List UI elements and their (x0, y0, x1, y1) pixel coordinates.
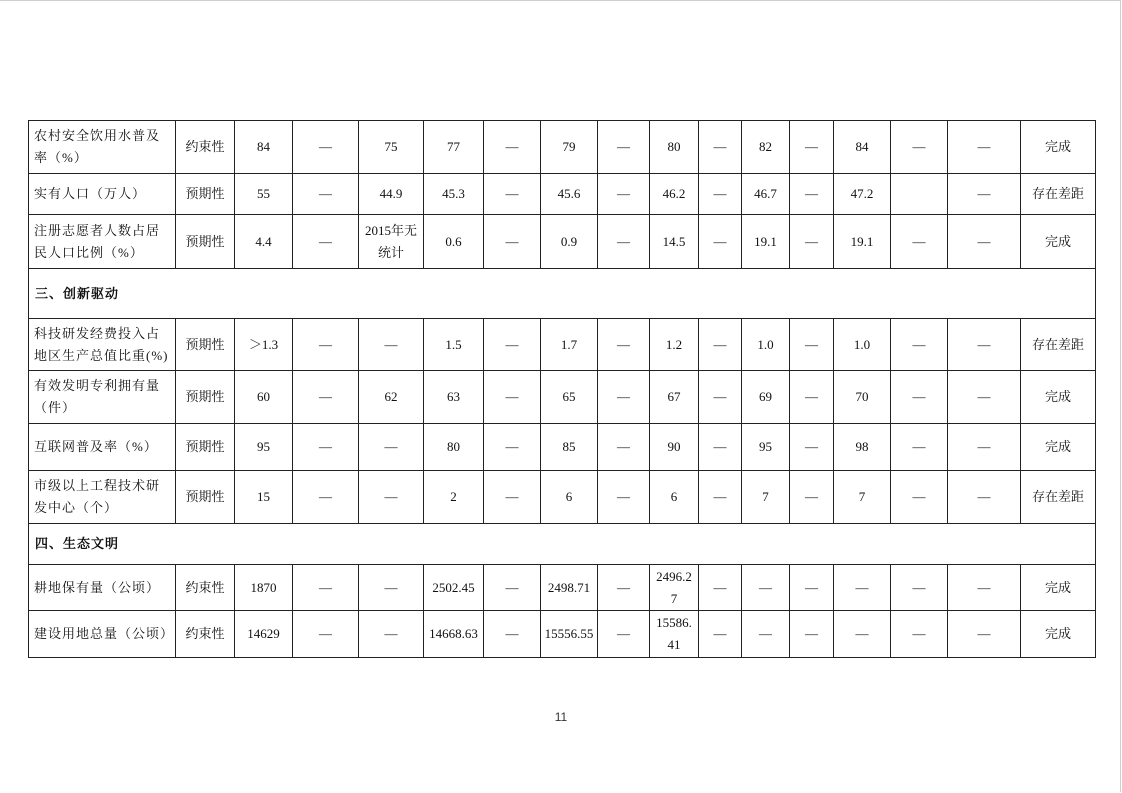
table-row (29, 424, 1096, 471)
table-cell: 1.0 (742, 319, 790, 371)
table-cell: 6 (650, 471, 699, 524)
table-cell: — (359, 424, 424, 471)
table-cell: 95 (742, 424, 790, 471)
section-heading: 三、创新驱动 (29, 269, 1096, 319)
table-cell: — (948, 565, 1021, 611)
table-cell: — (891, 471, 948, 524)
indicator-type: 约束性 (176, 611, 235, 658)
table-cell: 90 (650, 424, 699, 471)
indicator-name: 农村安全饮用水普及率（%） (29, 121, 176, 174)
table-cell: 1.2 (650, 319, 699, 371)
indicator-type: 预期性 (176, 424, 235, 471)
indicator-type: 约束性 (176, 121, 235, 174)
section-row (29, 269, 1096, 319)
completion-status: 完成 (1021, 215, 1096, 269)
table-cell: 46.7 (742, 174, 790, 215)
table-cell: — (293, 121, 359, 174)
table-cell: — (293, 371, 359, 424)
table-cell: 69 (742, 371, 790, 424)
table-cell: 67 (650, 371, 699, 424)
indicator-type: 预期性 (176, 174, 235, 215)
table-cell: 77 (424, 121, 484, 174)
table-cell: 62 (359, 371, 424, 424)
table-cell: — (293, 215, 359, 269)
table-cell: — (598, 174, 650, 215)
table-cell: — (598, 611, 650, 658)
indicator-name: 市级以上工程技术研发中心（个） (29, 471, 176, 524)
section-row (29, 524, 1096, 565)
table-row (29, 121, 1096, 174)
table-row (29, 471, 1096, 524)
table-cell: 14668.63 (424, 611, 484, 658)
table-cell: — (293, 471, 359, 524)
table-cell: — (359, 611, 424, 658)
table-cell: — (948, 371, 1021, 424)
indicator-type: 预期性 (176, 215, 235, 269)
completion-status: 存在差距 (1021, 319, 1096, 371)
table-cell: 63 (424, 371, 484, 424)
table-cell: 98 (834, 424, 891, 471)
table-cell: 15 (235, 471, 293, 524)
table-cell: — (948, 121, 1021, 174)
table-cell: 2496.27 (650, 565, 699, 611)
table-cell: — (790, 215, 834, 269)
table-cell: — (891, 424, 948, 471)
table-cell: 4.4 (235, 215, 293, 269)
completion-status: 完成 (1021, 424, 1096, 471)
indicator-name: 实有人口（万人） (29, 174, 176, 215)
table-cell: — (948, 319, 1021, 371)
table-cell: — (948, 611, 1021, 658)
table-row (29, 371, 1096, 424)
table-cell: 2498.71 (541, 565, 598, 611)
table-cell: 1.7 (541, 319, 598, 371)
indicator-name: 互联网普及率（%） (29, 424, 176, 471)
indicator-name: 注册志愿者人数占居民人口比例（%） (29, 215, 176, 269)
table-row (29, 174, 1096, 215)
table-cell: — (293, 565, 359, 611)
table-cell: 14629 (235, 611, 293, 658)
table-cell: 0.6 (424, 215, 484, 269)
table-cell: 1.0 (834, 319, 891, 371)
completion-status: 存在差距 (1021, 174, 1096, 215)
table-cell: 45.3 (424, 174, 484, 215)
table-cell: 2 (424, 471, 484, 524)
table-cell: 65 (541, 371, 598, 424)
table-cell: 19.1 (834, 215, 891, 269)
table-cell: 55 (235, 174, 293, 215)
indicator-type: 预期性 (176, 371, 235, 424)
table-cell: — (598, 121, 650, 174)
table-cell: 70 (834, 371, 891, 424)
table-cell: 95 (235, 424, 293, 471)
table-row (29, 215, 1096, 269)
table-cell: — (484, 371, 541, 424)
completion-status: 完成 (1021, 611, 1096, 658)
table-cell: — (293, 611, 359, 658)
table-cell: 45.6 (541, 174, 598, 215)
table-cell: 79 (541, 121, 598, 174)
indicator-type: 预期性 (176, 471, 235, 524)
table-cell: — (790, 174, 834, 215)
table-cell: 60 (235, 371, 293, 424)
table-cell: — (891, 215, 948, 269)
table-cell: — (699, 215, 742, 269)
table-cell: — (598, 471, 650, 524)
table-cell: — (891, 319, 948, 371)
table-cell: — (699, 319, 742, 371)
table-cell: 14.5 (650, 215, 699, 269)
completion-status: 存在差距 (1021, 471, 1096, 524)
table-row (29, 611, 1096, 658)
table-cell: — (834, 565, 891, 611)
table-cell: — (699, 611, 742, 658)
table-cell: — (948, 471, 1021, 524)
table-cell: — (598, 371, 650, 424)
table-cell: 2015年无统计 (359, 215, 424, 269)
table-cell: 75 (359, 121, 424, 174)
table-cell: — (484, 215, 541, 269)
table-cell: 7 (834, 471, 891, 524)
table-body (29, 121, 1096, 658)
table-cell: 46.2 (650, 174, 699, 215)
table-cell: — (790, 565, 834, 611)
table-cell: 2502.45 (424, 565, 484, 611)
completion-status: 完成 (1021, 565, 1096, 611)
table-cell: — (790, 611, 834, 658)
completion-status: 完成 (1021, 371, 1096, 424)
table-row (29, 319, 1096, 371)
table-cell: — (359, 471, 424, 524)
indicator-name: 科技研发经费投入占地区生产总值比重(%) (29, 319, 176, 371)
table-cell: — (293, 424, 359, 471)
table-cell: — (359, 319, 424, 371)
table-cell: 6 (541, 471, 598, 524)
table-cell: — (699, 174, 742, 215)
table-cell: 85 (541, 424, 598, 471)
table-cell: — (484, 611, 541, 658)
table-cell: 47.2 (834, 174, 891, 215)
table-cell: 7 (742, 471, 790, 524)
table-cell: — (699, 371, 742, 424)
table-cell: 15586.41 (650, 611, 699, 658)
table-cell: — (742, 565, 790, 611)
completion-status: 完成 (1021, 121, 1096, 174)
table-cell: — (948, 174, 1021, 215)
table-cell: — (790, 121, 834, 174)
table-cell: 84 (834, 121, 891, 174)
table-cell: — (891, 565, 948, 611)
table-cell: — (790, 424, 834, 471)
table-cell: — (598, 424, 650, 471)
table-cell: — (699, 471, 742, 524)
table-cell: — (948, 424, 1021, 471)
table-cell: — (790, 371, 834, 424)
table-cell: — (484, 121, 541, 174)
table-cell: 15556.55 (541, 611, 598, 658)
table-cell: — (484, 174, 541, 215)
table-cell: — (598, 319, 650, 371)
table-cell: 80 (424, 424, 484, 471)
table-cell: — (834, 611, 891, 658)
table-cell: 19.1 (742, 215, 790, 269)
table-cell: 84 (235, 121, 293, 174)
table-cell: — (598, 565, 650, 611)
table-cell: 1.5 (424, 319, 484, 371)
page-number: 11 (554, 710, 568, 724)
table-cell: 0.9 (541, 215, 598, 269)
table-cell: — (484, 565, 541, 611)
table-cell: — (699, 565, 742, 611)
table-cell: — (598, 215, 650, 269)
table-cell: — (359, 565, 424, 611)
table-row (29, 565, 1096, 611)
table-cell: — (742, 611, 790, 658)
table-cell: — (891, 121, 948, 174)
table-cell: — (948, 215, 1021, 269)
table-cell: — (891, 371, 948, 424)
table-cell (891, 174, 948, 215)
table-cell: 44.9 (359, 174, 424, 215)
table-cell: — (790, 471, 834, 524)
indicator-name: 有效发明专利拥有量（件） (29, 371, 176, 424)
table-cell: — (484, 319, 541, 371)
table-cell: 80 (650, 121, 699, 174)
section-heading: 四、生态文明 (29, 524, 1096, 565)
table-cell: — (790, 319, 834, 371)
table-cell: — (293, 319, 359, 371)
indicator-type: 预期性 (176, 319, 235, 371)
indicator-table (28, 120, 1096, 658)
indicator-name: 建设用地总量（公顷） (29, 611, 176, 658)
indicator-type: 约束性 (176, 565, 235, 611)
table-cell: — (484, 471, 541, 524)
table-cell: — (293, 174, 359, 215)
table-cell: 1870 (235, 565, 293, 611)
table-cell: ＞1.3 (235, 319, 293, 371)
table-cell: — (699, 121, 742, 174)
table-cell: — (484, 424, 541, 471)
indicator-name: 耕地保有量（公顷） (29, 565, 176, 611)
table-cell: — (891, 611, 948, 658)
table-cell: 82 (742, 121, 790, 174)
table-cell: — (699, 424, 742, 471)
